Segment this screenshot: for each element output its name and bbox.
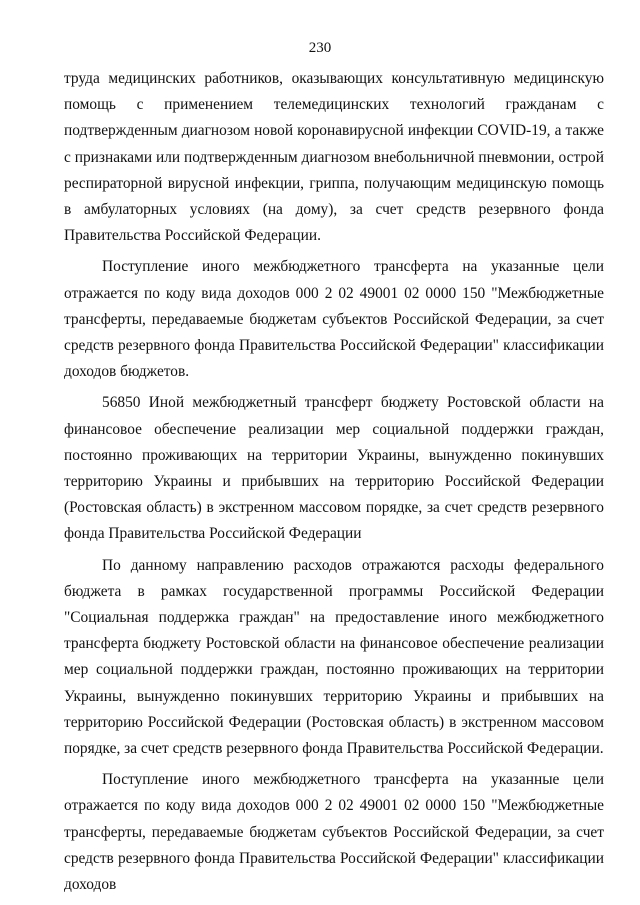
paragraph-continuation: труда медицинских работников, оказывающих консультативную медицинскую помощь с применением телемедицинских технологий гражданам с подтвержденным диагнозом новой коронавирусной инфекции COVID-19, а также с признаками или подтвержденным диагнозом внебольничной пневмонии, острой респираторной вирусной инфекции, гриппа, получающим медицинскую помощь в амбулаторных условиях (на дому), за счет средств резервного фонда Правительства Российской Федерации.	[64, 70, 604, 245]
paragraph-expense-description: По данному направлению расходов отражаются расходы федерального бюджета в рамках государственной программы Российской Федерации "Социальная поддержка граждан" на предоставление иного межбюджетного трансферта бюджету Ростовской области на финансовое обеспечение реализации мер социальной поддержки граждан, постоянно проживающих на территории Украины, вынужденно покинувших территорию Украины и прибывших на территорию Российской Федерации (Ростовская область) в экстренном массовом порядке, за счет средств резервного фонда Правительства Российской Федерации.	[64, 556, 604, 758]
page-number: 230	[308, 40, 332, 56]
paragraph-code-56850: 56850 Иной межбюджетный трансферт бюджету Ростовской области на финансовое обеспечение реализации мер социальной поддержки граждан, постоянно проживающих на территории Украины, вынужденно покинувших территорию Украины и прибывших на территорию Российской Федерации (Ростовская область) в экстренном массовом порядке, за счет средств резервного фонда Правительства Российской Федерации	[64, 394, 604, 543]
paragraph-revenue-code-2: Поступление иного межбюджетного трансферта на указанные цели отражается по коду вида доходов 000 2 02 49001 02 0000 150 "Межбюджетные трансферты, передаваемые бюджетам субъектов Российской Федерации, за счет средств резервного фонда Правительства Российской Федерации" классификации доходов	[64, 771, 604, 894]
document-body	[64, 66, 604, 903]
paragraph-revenue-code: Поступление иного межбюджетного трансферта на указанные цели отражается по коду вида доходов 000 2 02 49001 02 0000 150 "Межбюджетные трансферты, передаваемые бюджетам субъектов Российской Федерации, за счет средств резервного фонда Правительства Российской Федерации" классификации доходов бюджетов.	[64, 258, 604, 381]
